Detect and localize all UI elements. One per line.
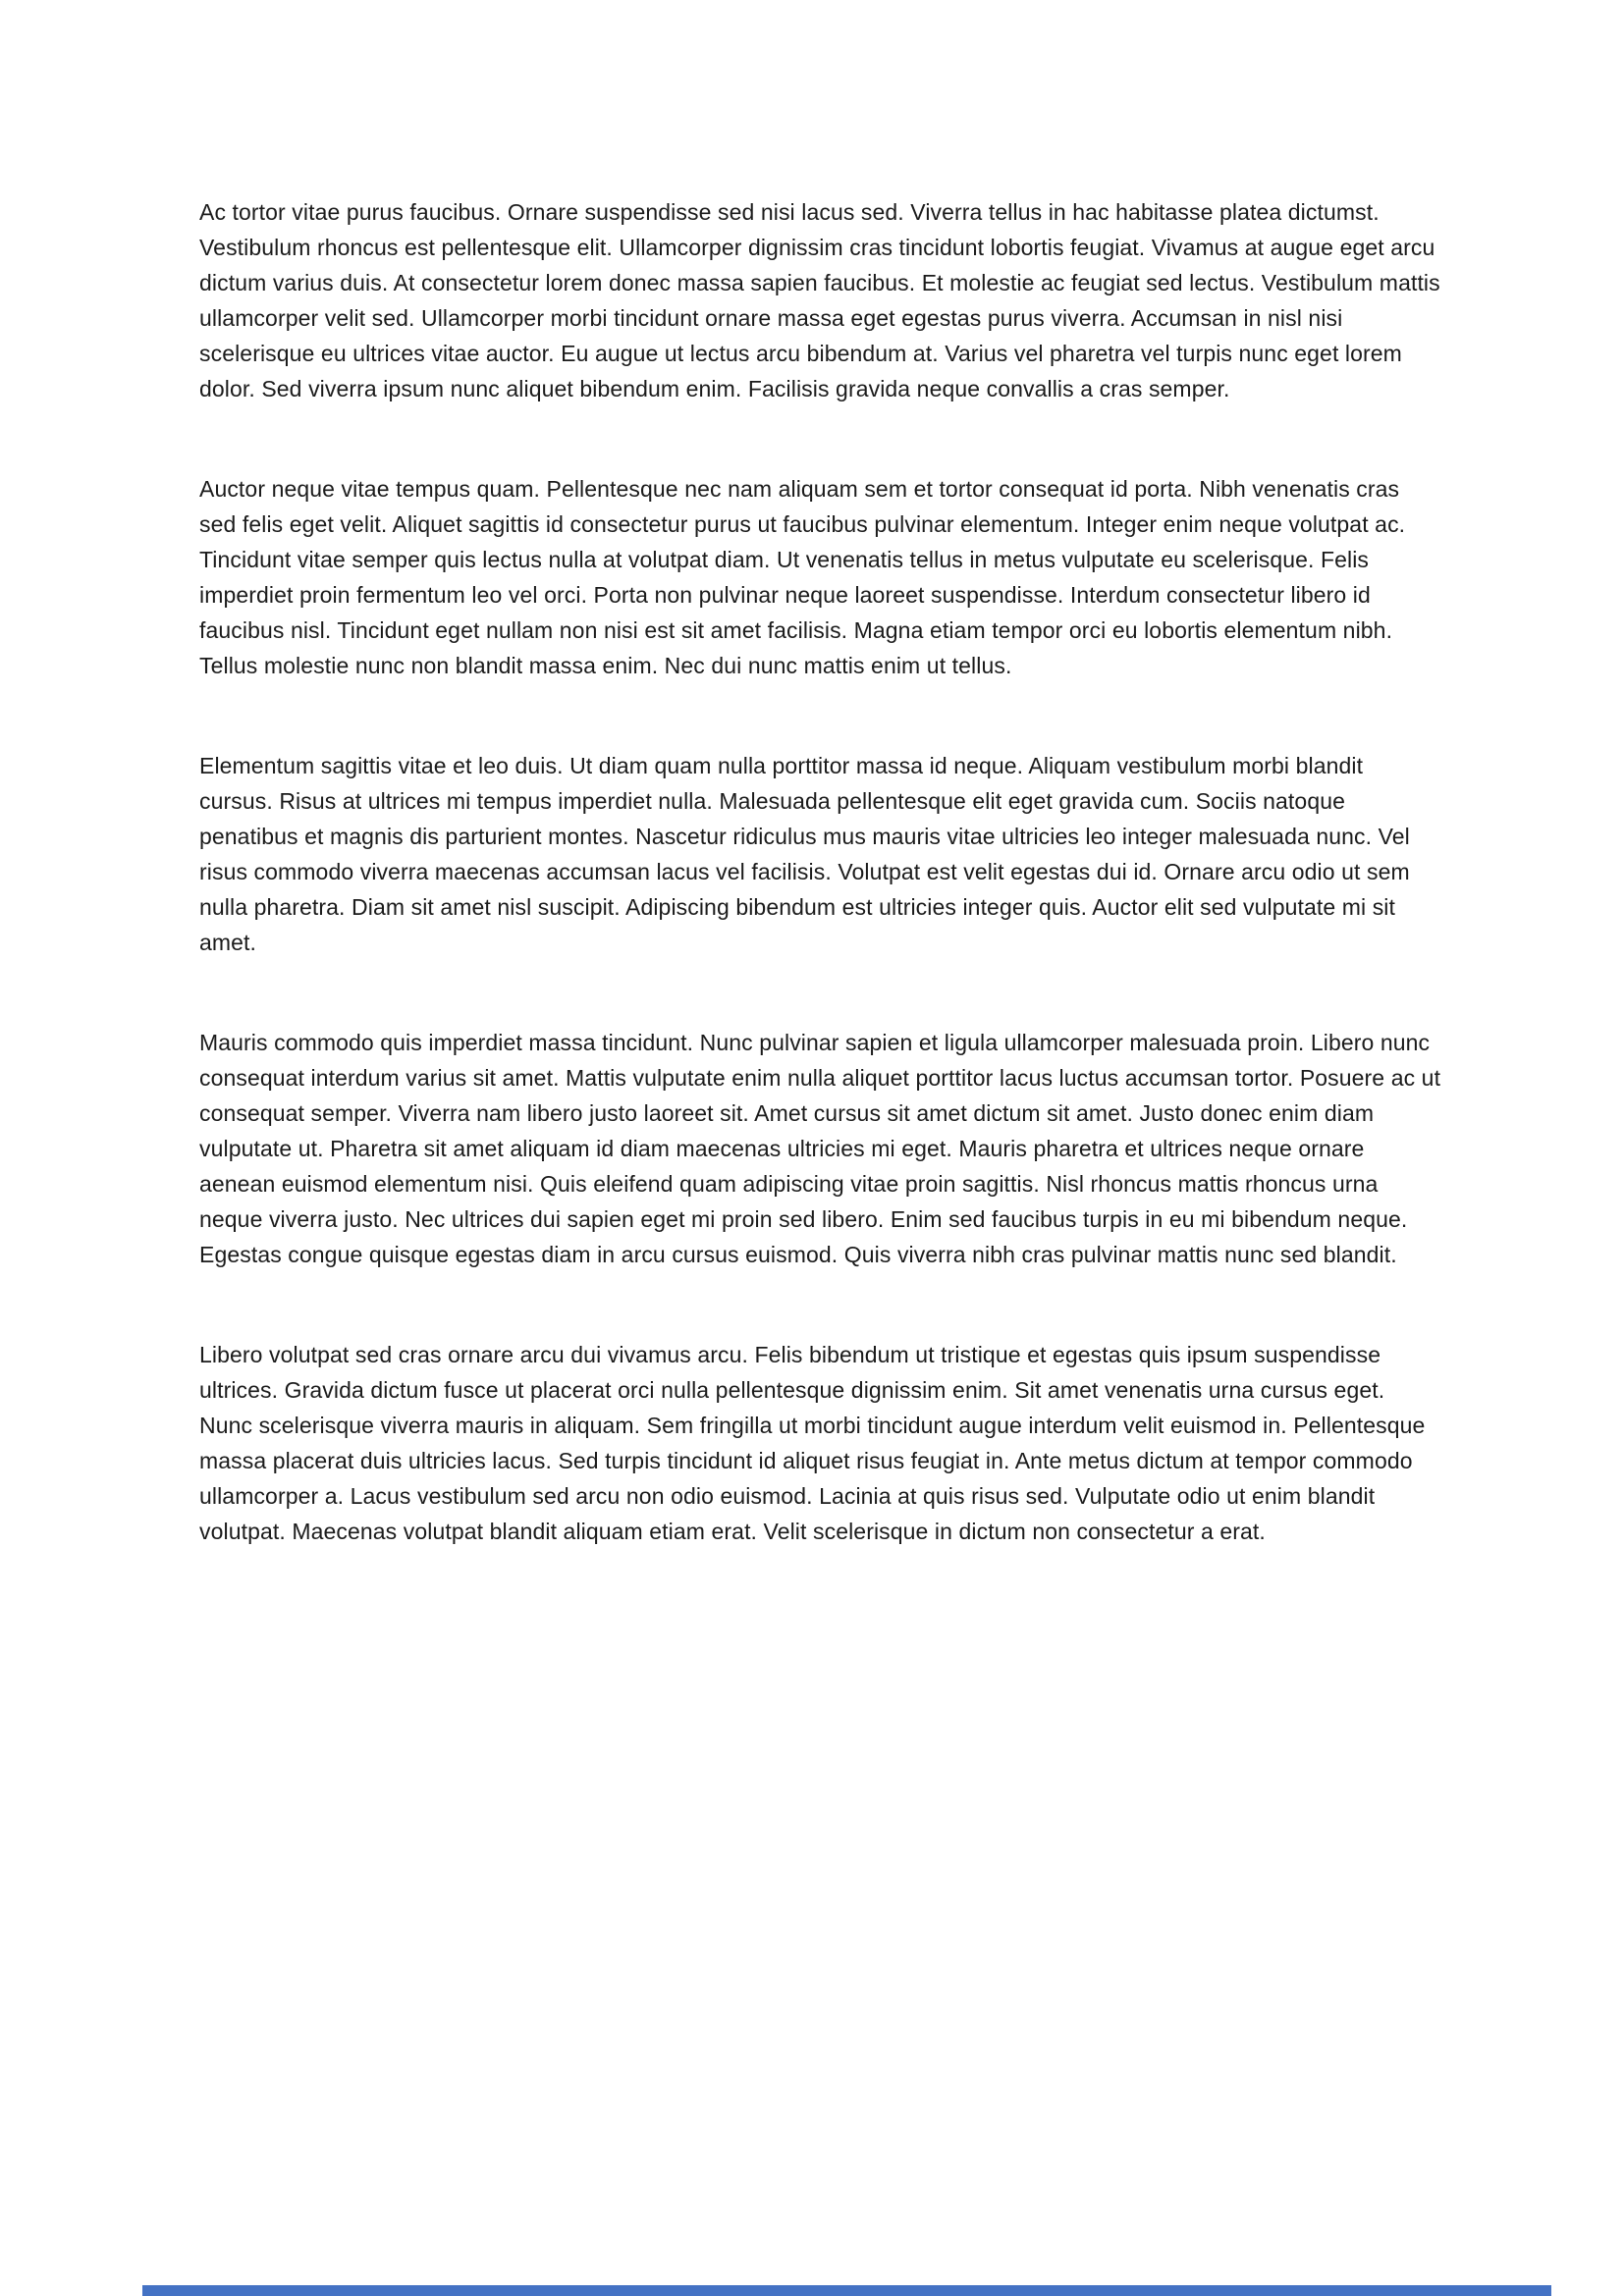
paragraph: Ac tortor vitae purus faucibus. Ornare suspendisse sed nisi lacus sed. Viverra tellus in hac habitasse platea dictumst. Vestibulum rhoncus est pellentesque elit. Ullamcorper dignissim cras tincidunt lobortis feugiat. Vivamus at augue eget arcu dictum varius duis. At consectetur lorem donec massa sapien faucibus. Et molestie ac feugiat sed lectus. Vestibulum mattis ullamcorper velit sed. Ullamcorper morbi tincidunt ornare massa eget egestas purus viverra. Accumsan in nisl nisi scelerisque eu ultrices vitae auctor. Eu augue ut lectus arcu bibendum at. Varius vel pharetra vel turpis nunc eget lorem dolor. Sed viverra ipsum nunc aliquet bibendum enim. Facilisis gravida neque convallis a cras semper.	[199, 199, 1440, 401]
paragraph: Elementum sagittis vitae et leo duis. Ut diam quam nulla porttitor massa id neque. Aliquam vestibulum morbi blandit cursus. Risus at ultrices mi tempus imperdiet nulla. Malesuada pellentesque elit eget gravida cum. Sociis natoque penatibus et magnis dis parturient montes. Nascetur ridiculus mus mauris vitae ultricies leo integer malesuada nunc. Vel risus commodo viverra maecenas accumsan lacus vel facilisis. Volutpat est velit egestas dui id. Ornare arcu odio ut sem nulla pharetra. Diam sit amet nisl suscipit. Adipiscing bibendum est ultricies integer quis. Auctor elit sed vulputate mi sit amet.	[199, 753, 1410, 955]
paragraph: Libero volutpat sed cras ornare arcu dui vivamus arcu. Felis bibendum ut tristique et egestas quis ipsum suspendisse ultrices. Gravida dictum fusce ut placerat orci nulla pellentesque dignissim enim. Sit amet venenatis urna cursus eget. Nunc scelerisque viverra mauris in aliquam. Sem fringilla ut morbi tincidunt augue interdum velit euismod in. Pellentesque massa placerat duis ultricies lacus. Sed turpis tincidunt id aliquet risus feugiat in. Ante metus dictum at tempor commodo ullamcorper a. Lacus vestibulum sed arcu non odio euismod. Lacinia at quis risus sed. Vulputate odio ut enim blandit volutpat. Maecenas volutpat blandit aliquam etiam erat. Velit scelerisque in dictum non consectetur a erat.	[199, 1342, 1426, 1544]
blue-highlight-bar	[142, 2285, 1551, 2296]
paragraph: Mauris commodo quis imperdiet massa tincidunt. Nunc pulvinar sapien et ligula ullamcorper malesuada proin. Libero nunc consequat interdum varius sit amet. Mattis vulputate enim nulla aliquet porttitor lacus luctus accumsan tortor. Posuere ac ut consequat semper. Viverra nam libero justo laoreet sit. Amet cursus sit amet dictum sit amet. Justo donec enim diam vulputate ut. Pharetra sit amet aliquam id diam maecenas ultricies mi eget. Mauris pharetra et ultrices neque ornare aenean euismod elementum nisi. Quis eleifend quam adipiscing vitae proin sagittis. Nisl rhoncus mattis rhoncus urna neque viverra justo. Nec ultrices dui sapien eget mi proin sed libero. Enim sed faucibus turpis in eu mi bibendum neque. Egestas congue quisque egestas diam in arcu cursus euismod. Quis viverra nibh cras pulvinar mattis nunc sed blandit.	[199, 1030, 1441, 1267]
document-text-block	[199, 194, 1441, 1549]
paragraph: Auctor neque vitae tempus quam. Pellentesque nec nam aliquam sem et tortor consequat id porta. Nibh venenatis cras sed felis eget velit. Aliquet sagittis id consectetur purus ut faucibus pulvinar elementum. Integer enim neque volutpat ac. Tincidunt vitae semper quis lectus nulla at volutpat diam. Ut venenatis tellus in metus vulputate eu scelerisque. Felis imperdiet proin fermentum leo vel orci. Porta non pulvinar neque laoreet suspendisse. Interdum consectetur libero id faucibus nisl. Tincidunt eget nullam non nisi est sit amet facilisis. Magna etiam tempor orci eu lobortis elementum nibh. Tellus molestie nunc non blandit massa enim. Nec dui nunc mattis enim ut tellus.	[199, 476, 1406, 678]
